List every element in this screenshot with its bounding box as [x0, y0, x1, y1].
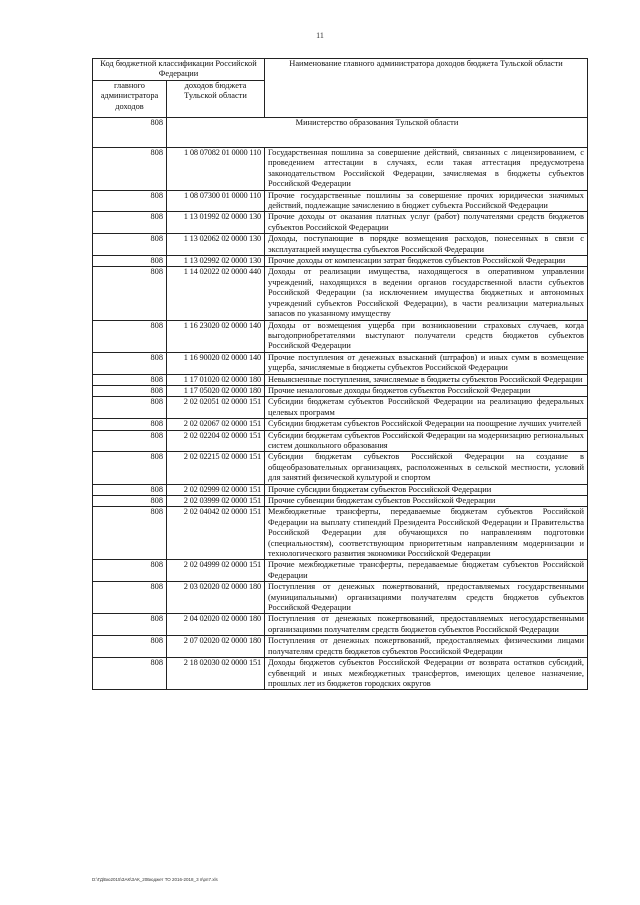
table-row: [93, 267, 588, 320]
description-cell: Прочие неналоговые доходы бюджетов субъектов Российской Федерации: [265, 385, 588, 396]
description-cell: Прочие государственные пошлины за совершение прочих юридически значимых действий, подлежащие зачислению в бюджет субъекта Российской Федерации: [265, 190, 588, 212]
admin-code-cell: 808: [93, 190, 167, 212]
income-code-cell: 1 13 02992 02 0000 130: [167, 256, 265, 267]
admin-code-cell: 808: [93, 352, 167, 374]
income-code-cell: 1 17 01020 02 0000 180: [167, 374, 265, 385]
income-code-cell: 2 18 02030 02 0000 151: [167, 658, 265, 690]
code-classification-header: Код бюджетной классификации Российской Федерации: [93, 59, 265, 81]
table-row: [93, 452, 588, 484]
table-row: [93, 614, 588, 636]
description-cell: Поступления от денежных пожертвований, предоставляемых негосударственными организациями получателям средств бюджетов субъектов Российской Федерации: [265, 614, 588, 636]
page-number: 11: [316, 31, 324, 40]
income-code-cell: 1 14 02022 02 0000 440: [167, 267, 265, 320]
income-code-cell: 1 17 05020 02 0000 180: [167, 385, 265, 396]
description-cell: Доходы от реализации имущества, находящегося в оперативном управлении учреждений, находящихся в ведении органов государственной власти субъектов Российской Федерации (за исключением имущества бюджетных и автономных учреждений субъектов Российской Федерации), в части реализации материальных запасов по указанному имуществу: [265, 267, 588, 320]
table-row: [93, 397, 588, 419]
table-row: [93, 320, 588, 352]
admin-code-cell: 808: [93, 560, 167, 582]
admin-code-cell: 808: [93, 430, 167, 452]
income-code-cell: 2 04 02020 02 0000 180: [167, 614, 265, 636]
admin-code-cell: 808: [93, 452, 167, 484]
admin-code-cell: 808: [93, 256, 167, 267]
table-row: [93, 419, 588, 430]
table-row: [93, 256, 588, 267]
description-cell: Поступления от денежных пожертвований, предоставляемых государственными (муниципальными) организациями получателям средств бюджетов субъектов Российской Федерации: [265, 582, 588, 614]
income-code-cell: 2 02 04999 02 0000 151: [167, 560, 265, 582]
table-body: [93, 118, 588, 690]
admin-code-cell: 808: [93, 636, 167, 658]
income-code-cell: 1 08 07082 01 0000 110: [167, 148, 265, 191]
admin-code-cell: 808: [93, 507, 167, 560]
description-cell: Прочие поступления от денежных взысканий (штрафов) и иных сумм в возмещение ущерба, зачисляемые в бюджеты субъектов Российской Федерации: [265, 352, 588, 374]
admin-code-cell: 808: [93, 419, 167, 430]
table-row: [93, 560, 588, 582]
income-code-cell: 2 02 03999 02 0000 151: [167, 496, 265, 507]
admin-code-cell: 808: [93, 484, 167, 495]
income-code-cell: 2 02 02067 02 0000 151: [167, 419, 265, 430]
table-row: [93, 148, 588, 191]
description-cell: Доходы, поступающие в порядке возмещения расходов, понесенных в связи с эксплуатацией имущества субъектов Российской Федерации: [265, 234, 588, 256]
description-cell: Прочие субсидии бюджетам субъектов Российской Федерации: [265, 484, 588, 495]
name-column-header: Наименование главного администратора доходов бюджета Тульской области: [265, 59, 588, 118]
income-code-cell: 2 02 02204 02 0000 151: [167, 430, 265, 452]
admin-code-cell: 808: [93, 658, 167, 690]
admin-code-cell: 808: [93, 397, 167, 419]
income-code-cell: 1 08 07300 01 0000 110: [167, 190, 265, 212]
income-column-header: доходов бюджета Тульской области: [167, 81, 265, 118]
table-row: [93, 496, 588, 507]
admin-code-cell: 808: [93, 234, 167, 256]
table-row: [93, 385, 588, 396]
description-cell: Субсидии бюджетам субъектов Российской Федерации на модернизацию региональных систем дошкольного образования: [265, 430, 588, 452]
ministry-title: Министерство образования Тульской области: [167, 118, 588, 148]
admin-code-cell: 808: [93, 212, 167, 234]
income-code-cell: 1 16 23020 02 0000 140: [167, 320, 265, 352]
description-cell: Доходы бюджетов субъектов Российской Федерации от возврата остатков субсидий, субвенций и иных межбюджетных трансфертов, имеющих целевое назначение, прошлых лет из бюджетов городских округов: [265, 658, 588, 690]
ministry-code: 808: [93, 118, 167, 148]
admin-code-cell: 808: [93, 496, 167, 507]
admin-code-cell: 808: [93, 267, 167, 320]
income-code-cell: 2 02 04042 02 0000 151: [167, 507, 265, 560]
admin-code-cell: 808: [93, 614, 167, 636]
description-cell: Прочие доходы от компенсации затрат бюджетов субъектов Российской Федерации: [265, 256, 588, 267]
admin-code-cell: 808: [93, 148, 167, 191]
description-cell: Субсидии бюджетам субъектов Российской Федерации на реализацию федеральных целевых программ: [265, 397, 588, 419]
admin-code-cell: 808: [93, 320, 167, 352]
table-row: [93, 190, 588, 212]
table-row: [93, 582, 588, 614]
description-cell: Государственная пошлина за совершение действий, связанных с лицензированием, с проведением аттестации в случаях, если такая аттестация предусмотрена законодательством Российской Федерации, зачисляемая в бюджеты субъектов Российской Федерации: [265, 148, 588, 191]
ministry-row: [93, 118, 588, 148]
description-cell: Субсидии бюджетам субъектов Российской Федерации на поощрение лучших учителей: [265, 419, 588, 430]
admin-code-cell: 808: [93, 582, 167, 614]
budget-classification-table: [92, 58, 588, 690]
income-code-cell: 2 03 02020 02 0000 180: [167, 582, 265, 614]
table-row: [93, 430, 588, 452]
admin-column-header: главного администратора доходов: [93, 81, 167, 118]
table-row: [93, 352, 588, 374]
description-cell: Прочие межбюджетные трансферты, передаваемые бюджетам субъектов Российской Федерации: [265, 560, 588, 582]
description-cell: Межбюджетные трансферты, передаваемые бюджетам субъектов Российской Федерации на выплату стипендий Президента Российской Федерации и Правительства Российской Федерации для обучающихся по направлениям подготовки (специальностям), соответствующим приоритетным направлениям модернизации и технологического развития экономики Российской Федерации: [265, 507, 588, 560]
income-code-cell: 2 02 02215 02 0000 151: [167, 452, 265, 484]
table-row: [93, 374, 588, 385]
description-cell: Субсидии бюджетам субъектов Российской Федерации на создание в общеобразовательных организациях, расположенных в сельской местности, условий для занятий физической культурой и спортом: [265, 452, 588, 484]
description-cell: Невыясненные поступления, зачисляемые в бюджеты субъектов Российской Федерации: [265, 374, 588, 385]
table-row: [93, 507, 588, 560]
footer-file-path: D:\ГД\Бю2015\ЗАК\ЗАК_20Бюджет ТО 2016-2018_3 п\рп7.xls: [92, 877, 218, 882]
description-cell: Прочие доходы от оказания платных услуг (работ) получателями средств бюджетов субъектов Российской Федерации: [265, 212, 588, 234]
admin-code-cell: 808: [93, 385, 167, 396]
description-cell: Поступления от денежных пожертвований, предоставляемых физическими лицами получателям средств бюджетов субъектов Российской Федерации: [265, 636, 588, 658]
description-cell: Прочие субвенции бюджетам субъектов Российской Федерации: [265, 496, 588, 507]
admin-code-cell: 808: [93, 374, 167, 385]
table-row: [93, 212, 588, 234]
table-row: [93, 234, 588, 256]
income-code-cell: 1 13 01992 02 0000 130: [167, 212, 265, 234]
income-code-cell: 1 16 90020 02 0000 140: [167, 352, 265, 374]
table-row: [93, 484, 588, 495]
income-code-cell: 2 02 02051 02 0000 151: [167, 397, 265, 419]
income-code-cell: 2 07 02020 02 0000 180: [167, 636, 265, 658]
table-row: [93, 636, 588, 658]
income-code-cell: 2 02 02999 02 0000 151: [167, 484, 265, 495]
table-row: [93, 658, 588, 690]
income-code-cell: 1 13 02062 02 0000 130: [167, 234, 265, 256]
description-cell: Доходы от возмещения ущерба при возникновении страховых случаев, когда выгодоприобретателями выступают получатели средств бюджетов субъектов Российской Федерации: [265, 320, 588, 352]
